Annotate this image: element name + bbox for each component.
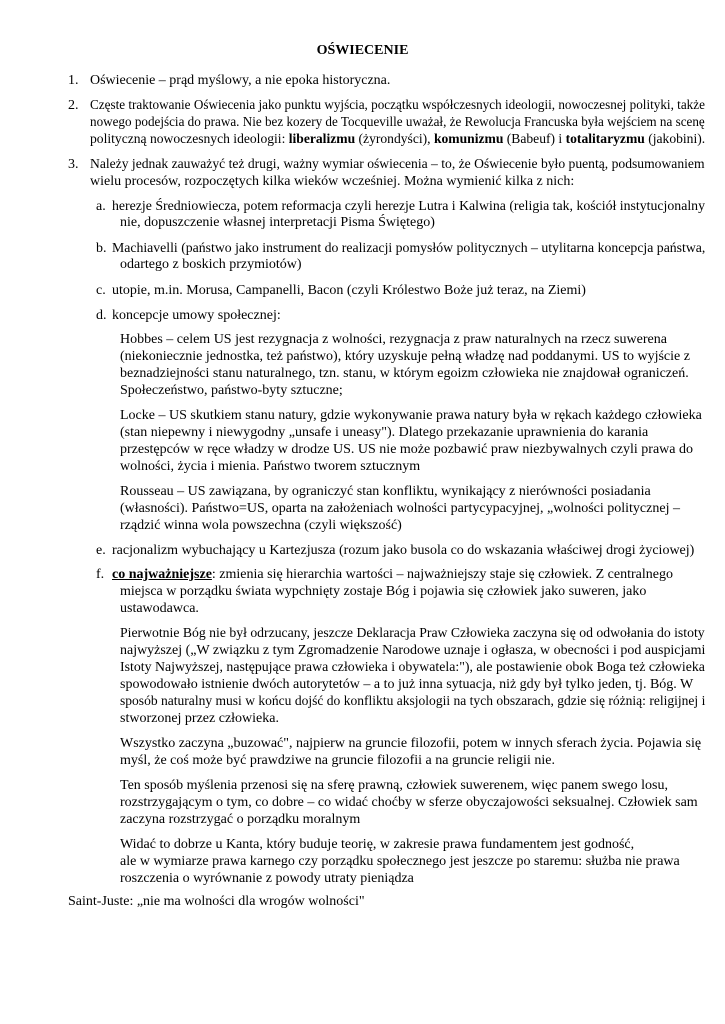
subitem-f-emphasis: co najważniejsze <box>112 567 212 582</box>
subitem-a-line-1: herezje Średniowiecza, potem reformacja czyli herezje Lutra i Kalwina (religia tak, kościół instytucjonalny <box>112 199 705 214</box>
subitem-a-marker: a. <box>96 199 106 214</box>
subitem-b-line-2: odartego z boskich przymiotów) <box>120 257 302 272</box>
subitem-b-line-1: Machiavelli (państwo jako instrument do realizacji pomysłów politycznych – utylitarna koncepcja państwa, <box>112 241 706 256</box>
god-paragraph-line-6: stworzonej przez człowieka. <box>120 711 279 726</box>
subitem-f-line-2: miejsca w porządku świata wypchnięty zostaje Bóg i pojawia się człowiek jako suweren, jako <box>120 584 647 599</box>
god-paragraph-line-2: najwyższej („W związku z tym Zgromadzenie Narodowe uznaje i ogłasza, w obecności i pod auspicjami <box>120 643 706 658</box>
subitem-a-line-2: nie, dopuszczenie własnej interpretacji Pisma Świętego) <box>120 215 435 230</box>
kant-paragraph-line-2: ale w wymiarze prawa karnego czy porządku społecznego jest jeszcze po staremu: służba nie prawa <box>120 854 680 869</box>
closing-quote: Saint-Juste: „nie ma wolności dla wrogów wolności" <box>68 894 365 909</box>
subitem-e-line-1: racjonalizm wybuchający u Kartezjusza (rozum jako busola co do wskazania właściwej drogi życiowej) <box>112 543 695 558</box>
ideology-liberalism: liberalizmu <box>288 132 356 147</box>
document-title: OŚWIECENIE <box>316 43 409 58</box>
subitem-f-line-3: ustawodawca. <box>120 601 199 616</box>
item-2-number: 2. <box>68 98 79 113</box>
subitem-c-line-1: utopie, m.in. Morusa, Campanelli, Bacon (czyli Królestwo Boże już teraz, na Ziemi) <box>112 283 586 298</box>
item-2-line-3: polityczną nowoczesnych ideologii: liberalizmu (żyrondyści), komunizmu (Babeuf) i totalitaryzmu (jakobini). <box>90 132 706 147</box>
subitem-f-line-1: co najważniejsze: zmienia się hierarchia wartości – najważniejszy staje się człowiek. Z centralnego <box>112 567 673 582</box>
subitem-b-marker: b. <box>96 241 107 256</box>
subitem-f-marker: f. <box>96 567 105 582</box>
item-3-line-2: wielu procesów, rozpoczętych kilka wieków wcześniej. Można wymienić kilka z nich: <box>90 174 575 189</box>
item-1-number: 1. <box>68 73 79 88</box>
locke-line-4: wolności, życia i mienia. Państwo tworem sztucznym <box>120 459 421 474</box>
item-3-line-1: Należy jednak zauważyć też drugi, ważny wymiar oświecenia – to, że Oświecenie było puentą, podsumowaniem <box>90 157 705 172</box>
god-paragraph-line-4: spowodowało istnienie dwóch autorytetów – a to już inna sytuacja, niż gdy był tylko jeden, tj. Bóg. W <box>120 677 694 692</box>
ideology-communism: komunizmu <box>433 132 504 147</box>
item-1-text: Oświecenie – prąd myślowy, a nie epoka historyczna. <box>90 73 391 88</box>
rousseau-line-2: (własności). Państwo=US, oparta na założeniach wolności partycypacyjnej, „wolności politycznej – <box>120 501 680 516</box>
locke-line-2: (stan niepewny i niewygodny „unsafe i uneasy"). Dlatego przekazanie uprawnienia do karania <box>120 425 649 440</box>
rousseau-line-3: rządzić winna wola powszechna (czyli większość) <box>120 518 402 533</box>
item-2-line-1: Częste traktowanie Oświecenia jako punktu wyjścia, początku współczesnych ideologii, nowoczesnej polityki, także <box>90 98 705 113</box>
kant-paragraph-line-1: Widać to dobrze u Kanta, który buduje teorię, w zakresie prawa fundamentem jest godność, <box>120 837 635 852</box>
god-paragraph-line-5: sposób naturalny musi w końcu dojść do konfliktu aksjologii na tych obszarach, gdzie się różnią: religijnej i <box>120 694 706 709</box>
locke-line-1: Locke – US skutkiem stanu natury, gdzie wykonywanie prawa natury była w rękach każdego człowieka <box>120 408 702 423</box>
item-2-line-2: nowego podejścia do prawa. Nie bez kozery de Tocqueville uważał, że Rewolucja Francuska była wejściem na scenę <box>90 115 705 130</box>
hobbes-line-3: beznadziejności stanu naturalnego, tzn. stanu, w którym egoizm człowieka nie znajdował ograniczeń. <box>120 366 689 381</box>
god-paragraph-line-3: Istoty Najwyższej, następujące prawa człowieka i obywatela:"), ale postawienie obok Boga też człowieka <box>120 660 705 675</box>
hobbes-line-2: (niekoniecznie jednostka, też państwo), który uzyskuje pełną władzę nad poddanymi. US to wyjście z <box>120 349 690 364</box>
hobbes-line-4: Społeczeństwo, państwo-byty sztuczne; <box>120 383 343 398</box>
item-3-number: 3. <box>68 157 79 172</box>
god-paragraph-line-1: Pierwotnie Bóg nie był odrzucany, jeszcze Deklaracja Praw Człowieka zaczyna się od odwołania do istoty <box>120 626 705 641</box>
ideology-totalitarianism: totalitaryzmu <box>565 132 645 147</box>
locke-line-3: przestępców w ręce władzy w drodze US. US nie może pozbawić praw niezbywalnych czyli prawa do <box>120 442 694 457</box>
subitem-c-marker: c. <box>96 283 106 298</box>
law-paragraph-line-3: zaczyna rozstrzygać o porządku moralnym <box>120 812 361 827</box>
subitem-d-marker: d. <box>96 308 107 323</box>
philosophy-paragraph-line-1: Wszystko zaczyna „buzować", najpierw na gruncie filozofii, potem w innych sferach życia. Pojawia się <box>120 736 702 751</box>
subitem-e-marker: e. <box>96 543 106 558</box>
subitem-d-line-1: koncepcje umowy społecznej: <box>112 308 281 323</box>
rousseau-line-1: Rousseau – US zawiązana, by ograniczyć stan konfliktu, wynikający z nierówności posiadania <box>120 484 651 499</box>
law-paragraph-line-2: rozstrzygającym o tym, co dobre – co widać choćby w sferze obyczajowości seksualnej. Człowiek sam <box>120 795 698 810</box>
law-paragraph-line-1: Ten sposób myślenia przenosi się na sferę prawną, człowiek suwerenem, więc panem swego losu, <box>120 778 668 793</box>
kant-paragraph-line-3: roszczenia o wyrównanie z powody utraty pieniądza <box>120 871 414 886</box>
hobbes-line-1: Hobbes – celem US jest rezygnacja z wolności, rezygnacja z praw naturalnych na rzecz suwerena <box>120 332 667 347</box>
philosophy-paragraph-line-2: myśl, że coś może być prawdziwe na gruncie filozofii a na gruncie religii nie. <box>120 753 555 768</box>
